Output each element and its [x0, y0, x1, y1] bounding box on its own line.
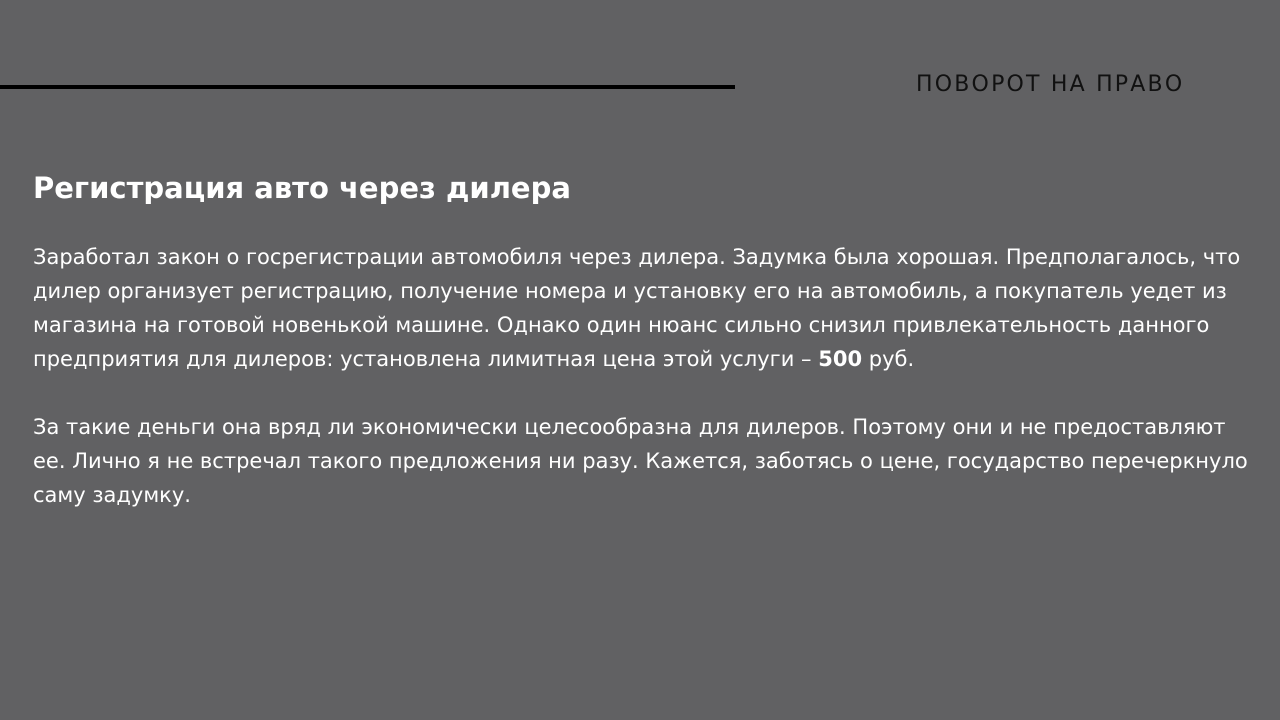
paragraph-1	[33, 240, 1248, 376]
slide-body	[33, 240, 1248, 512]
brand-name: ПОВОРОТ НА ПРАВО	[916, 72, 1185, 97]
paragraph-2: За такие деньги она вряд ли экономически целесообразна для дилеров. Поэтому они и не предоставляют ее. Лично я не встречал такого предложения ни разу. Кажется, заботясь о цене, государство перечеркнуло саму задумку.	[33, 415, 1248, 507]
slide-title: Регистрация авто через дилера	[33, 171, 571, 205]
paragraph-1-text: Заработал закон о госрегистрации автомобиля через дилера. Задумка была хорошая. Предполагалось, что дилер организует регистрацию, получение номера и установку его на автомобиль, а покупатель уедет из магазина на готовой новенькой машине. Однако один нюанс сильно снизил привлекательность данного предприятия для дилеров: установлена лимитная цена этой услуги –	[33, 245, 1241, 371]
price-currency: руб.	[862, 347, 915, 371]
header-divider-line	[0, 85, 735, 89]
price-value: 500	[818, 347, 863, 371]
